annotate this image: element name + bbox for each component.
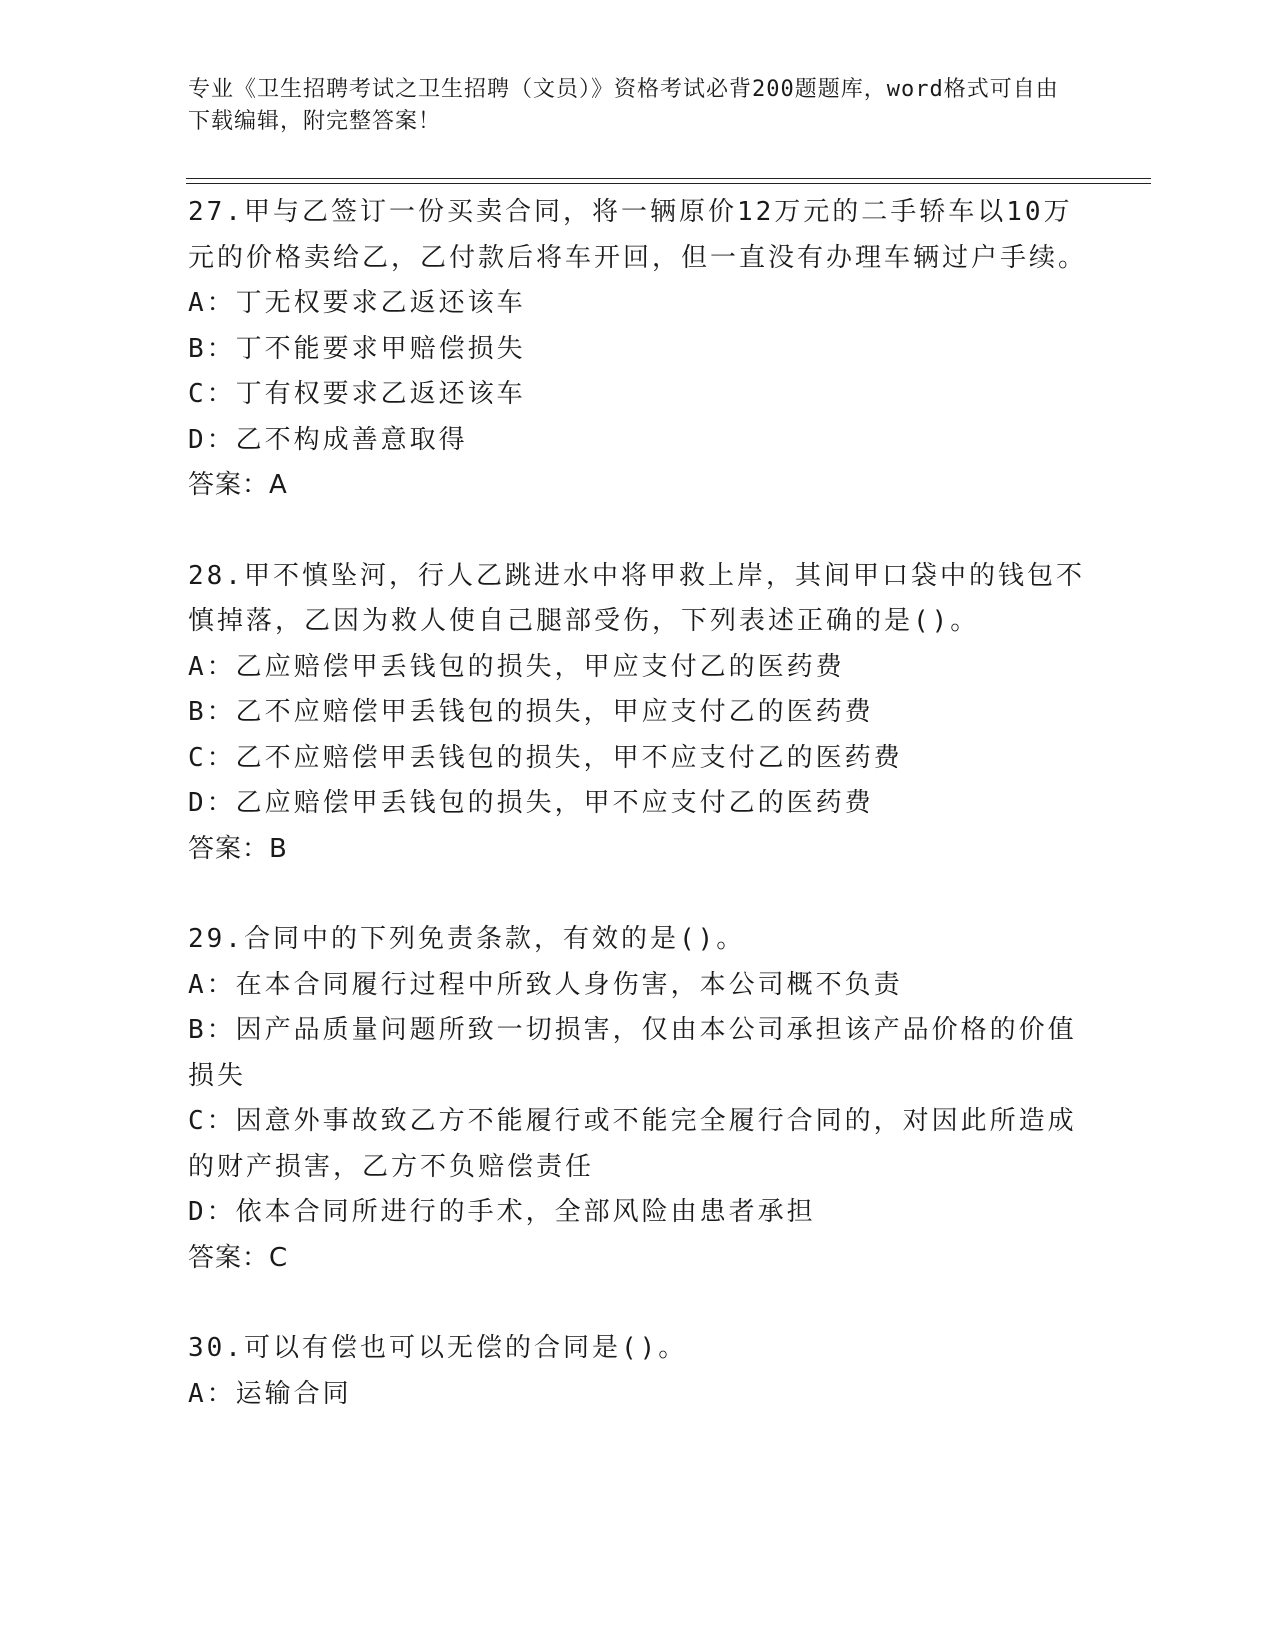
- header-divider-bottom: [186, 183, 1151, 184]
- option-d: D：乙不构成善意取得: [188, 424, 468, 455]
- question-text: 28.甲不慎坠河，行人乙跳进水中将甲救上岸，其间甲口袋中的钱包不慎掉落，乙因为救人使自己腿部受伤，下列表述正确的是()。: [188, 560, 1085, 636]
- option-c: C：因意外事故致乙方不能履行或不能完全履行合同的，对因此所造成的财产损害，乙方不负赔偿责任: [188, 1106, 1077, 1182]
- option-b: B：乙不应赔偿甲丢钱包的损失，甲应支付乙的医药费: [188, 697, 874, 727]
- option-b: B：因产品质量问题所致一切损害，仅由本公司承担该产品价格的价值损失: [188, 1015, 1077, 1091]
- option-a: A：丁无权要求乙返还该车: [188, 288, 526, 318]
- question-30: [188, 1326, 1088, 1417]
- document-header: 专业《卫生招聘考试之卫生招聘（文员）》资格考试必背200题题库，word格式可自由下载编辑，附完整答案！: [188, 77, 1059, 134]
- header-divider-top: [186, 178, 1151, 179]
- question-list: [188, 190, 1088, 1462]
- question-text: 29.合同中的下列免责条款，有效的是()。: [188, 924, 746, 954]
- question-27: [188, 190, 1088, 509]
- option-a: A：在本合同履行过程中所致人身伤害，本公司概不负责: [188, 969, 903, 1000]
- answer: 答案：B: [188, 833, 288, 864]
- option-c: C：丁有权要求乙返还该车: [188, 379, 526, 409]
- question-29: [188, 917, 1088, 1281]
- question-28: [188, 554, 1088, 873]
- option-d: D：依本合同所进行的手术，全部风险由患者承担: [188, 1197, 816, 1227]
- option-d: D：乙应赔偿甲丢钱包的损失，甲不应支付乙的医药费: [188, 788, 874, 818]
- option-b: B：丁不能要求甲赔偿损失: [188, 333, 526, 364]
- option-a: A：乙应赔偿甲丢钱包的损失，甲应支付乙的医药费: [188, 651, 845, 682]
- answer: 答案：A: [188, 470, 288, 500]
- option-a: A：运输合同: [188, 1378, 352, 1409]
- option-c: C：乙不应赔偿甲丢钱包的损失，甲不应支付乙的医药费: [188, 742, 903, 773]
- question-text: 30.可以有偿也可以无偿的合同是()。: [188, 1333, 688, 1363]
- question-text: 27.甲与乙签订一份买卖合同，将一辆原价12万元的二手轿车以10万元的价格卖给乙，乙付款后将车开回，但一直没有办理车辆过户手续。: [188, 197, 1088, 273]
- answer: 答案：C: [188, 1242, 289, 1273]
